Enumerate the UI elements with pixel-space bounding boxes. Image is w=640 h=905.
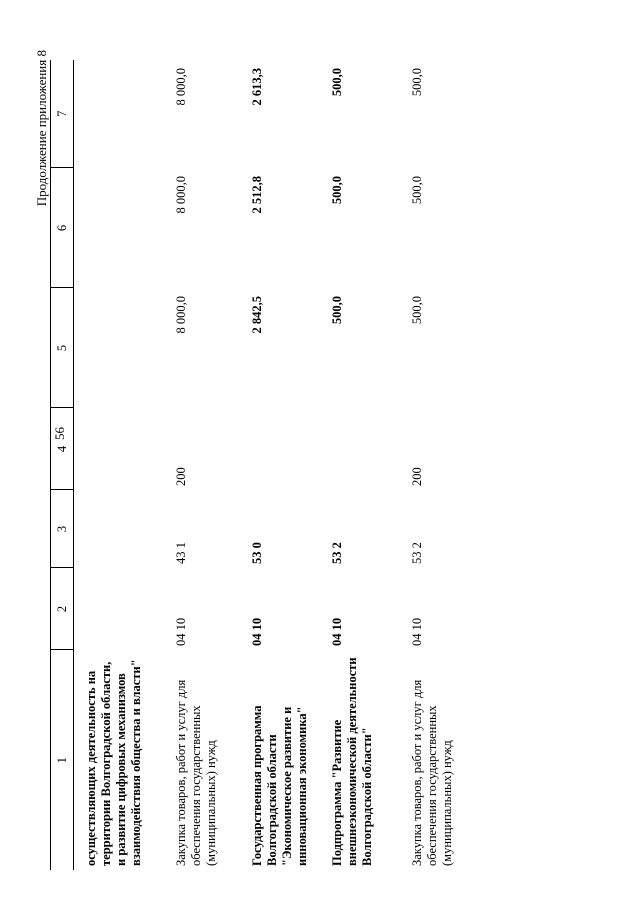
row-name: Закупка товаров, работ и услуг для обеспечения государственных (муниципальных) нужд (174, 679, 218, 866)
row-name: Подпрограмма "Развитие внешнеэкономической деятельности Волгоградской области" (330, 657, 374, 866)
row-target-code: 53 2 (330, 542, 344, 564)
row-amount-1: 500,0 (330, 296, 344, 325)
header-cell-2: 2 (51, 568, 74, 650)
page-number: 56 (52, 427, 67, 440)
header-cell-3: 3 (51, 490, 74, 568)
row-amount-3: 500,0 (330, 68, 344, 97)
header-cell-1: 1 (51, 650, 74, 870)
row-amount-1: 8 000,0 (174, 296, 188, 334)
row-amount-1: 2 842,5 (250, 296, 264, 334)
row-amount-2 (74, 168, 169, 288)
row-amount-3: 2 613,3 (250, 68, 264, 106)
row-target-code (74, 490, 169, 568)
row-expense-type: 200 (174, 467, 188, 486)
row-section-code (74, 568, 169, 650)
row-amount-3 (74, 60, 169, 168)
header-cell-6: 6 (51, 168, 74, 288)
table-row (244, 60, 324, 870)
row-expense-type (244, 408, 324, 490)
header-row (51, 60, 74, 870)
row-amount-1: 500,0 (410, 296, 424, 325)
table-row (168, 60, 244, 870)
header-cell-7: 7 (54, 110, 69, 117)
row-target-code: 53 0 (250, 542, 264, 564)
row-amount-2: 500,0 (410, 176, 424, 205)
row-expense-type (324, 408, 404, 490)
row-expense-type (74, 408, 169, 490)
table-row (74, 60, 169, 870)
annex-title: Продолжение приложения 8 (34, 50, 49, 207)
row-section-code: 04 10 (174, 617, 188, 646)
row-amount-2: 8 000,0 (174, 176, 188, 214)
row-name: Государственная программа Волгоградской области "Экономическое развитие и инновационная экономика" (250, 705, 309, 866)
row-name: Закупка товаров, работ и услуг для обеспечения государственных (муниципальных) нужд (410, 679, 454, 866)
header-cell-4: 4 (51, 408, 74, 490)
row-amount-3: 8 000,0 (174, 68, 188, 106)
row-target-code: 53 2 (410, 542, 424, 564)
rotated-page-content (34, 40, 594, 870)
header-cell-5: 5 (51, 288, 74, 408)
row-amount-2: 500,0 (330, 176, 344, 205)
row-section-code: 04 10 (250, 617, 264, 646)
row-section-code: 04 10 (410, 617, 424, 646)
row-name: осуществляющих деятельность на территории Волгоградской области, и развитие цифровых механизмов взаимодействия общества и власти" (84, 659, 143, 866)
row-amount-2: 2 512,8 (250, 176, 264, 214)
table-row (404, 60, 484, 870)
budget-table (50, 60, 484, 870)
row-expense-type: 200 (410, 467, 424, 486)
row-amount-3: 500,0 (410, 68, 424, 97)
row-amount-1 (74, 288, 169, 408)
row-section-code: 04 10 (330, 617, 344, 646)
table-row (324, 60, 404, 870)
row-target-code: 43 1 (174, 542, 188, 564)
